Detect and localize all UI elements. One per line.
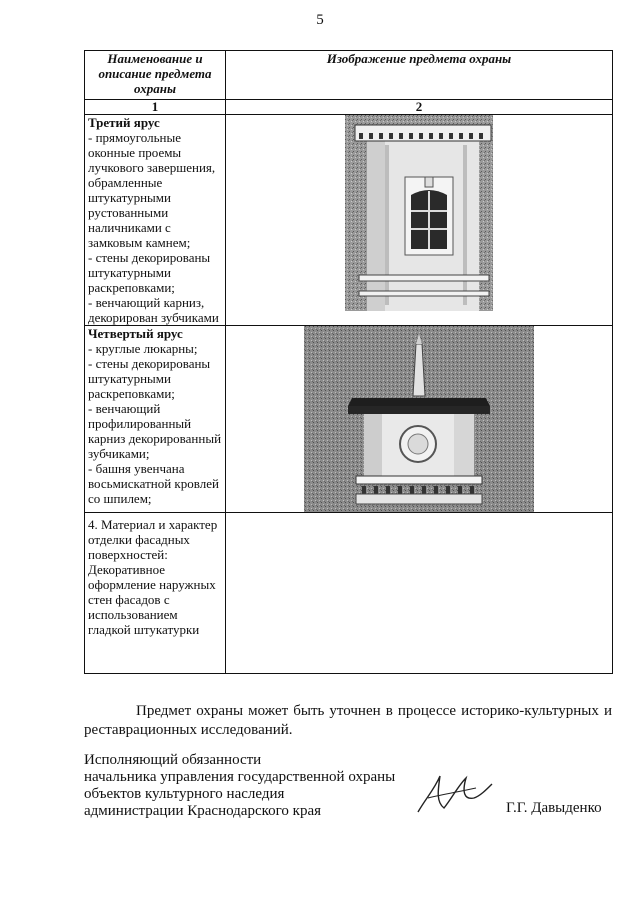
protection-table [84,50,613,674]
position-line: Исполняющий обязанности [84,752,262,768]
row-description [85,513,226,674]
row-item: - стены декорированы штукатурными раскреповками; [88,356,211,401]
position-line: администрации Краснодарского края [84,803,322,819]
column-number-row [85,100,613,115]
row-image-cell-empty [226,513,613,674]
table-row [85,326,613,513]
row-description [85,115,226,326]
row-title: Четвертый ярус [88,326,183,341]
row-item: - венчающий профилированный карниз декорированный зубчиками; [88,401,222,461]
column-number-1: 1 [85,100,226,115]
row-description [85,326,226,513]
table-row [85,115,613,326]
header-name-description: Наименование и описание предмета охраны [85,51,226,100]
note-paragraph: Предмет охраны может быть уточнен в процессе историко-культурных и реставрационных исследований. [84,703,612,738]
signer-name: Г.Г. Давыденко [506,800,602,816]
row-item: - прямоугольные оконные проемы лучкового завершения, обрамленные штукатурными рустованными наличниками с замковым камнем; [88,130,216,250]
row-item: - башня увенчана восьмискатной кровлей со шпилем; [88,461,219,506]
table-row [85,513,613,674]
handwritten-signature [414,768,494,818]
row-item: 4. Материал и характер отделки фасадных поверхностей: Декоративное оформление наружных стен фасадов с использованием гладкой штукатурки [88,517,218,637]
row-image-cell [226,115,613,326]
row-item: - круглые люкарны; [88,341,198,356]
row-item: - стены декорированы штукатурными раскреповками; [88,250,211,295]
fourth-tier-photo [304,326,534,512]
signature-block [84,752,464,820]
row-image-cell [226,326,613,513]
page-number: 5 [316,12,324,28]
column-number-2: 2 [226,100,613,115]
header-image: Изображение предмета охраны [226,51,613,100]
third-tier-photo [345,115,493,311]
row-title: Третий ярус [88,115,160,130]
row-item: - венчающий карниз, декорирован зубчиками [88,295,219,325]
position-line: объектов культурного наследия [84,786,285,802]
position-line: начальника управления государственной охраны [84,769,396,785]
table-header-row [85,51,613,100]
